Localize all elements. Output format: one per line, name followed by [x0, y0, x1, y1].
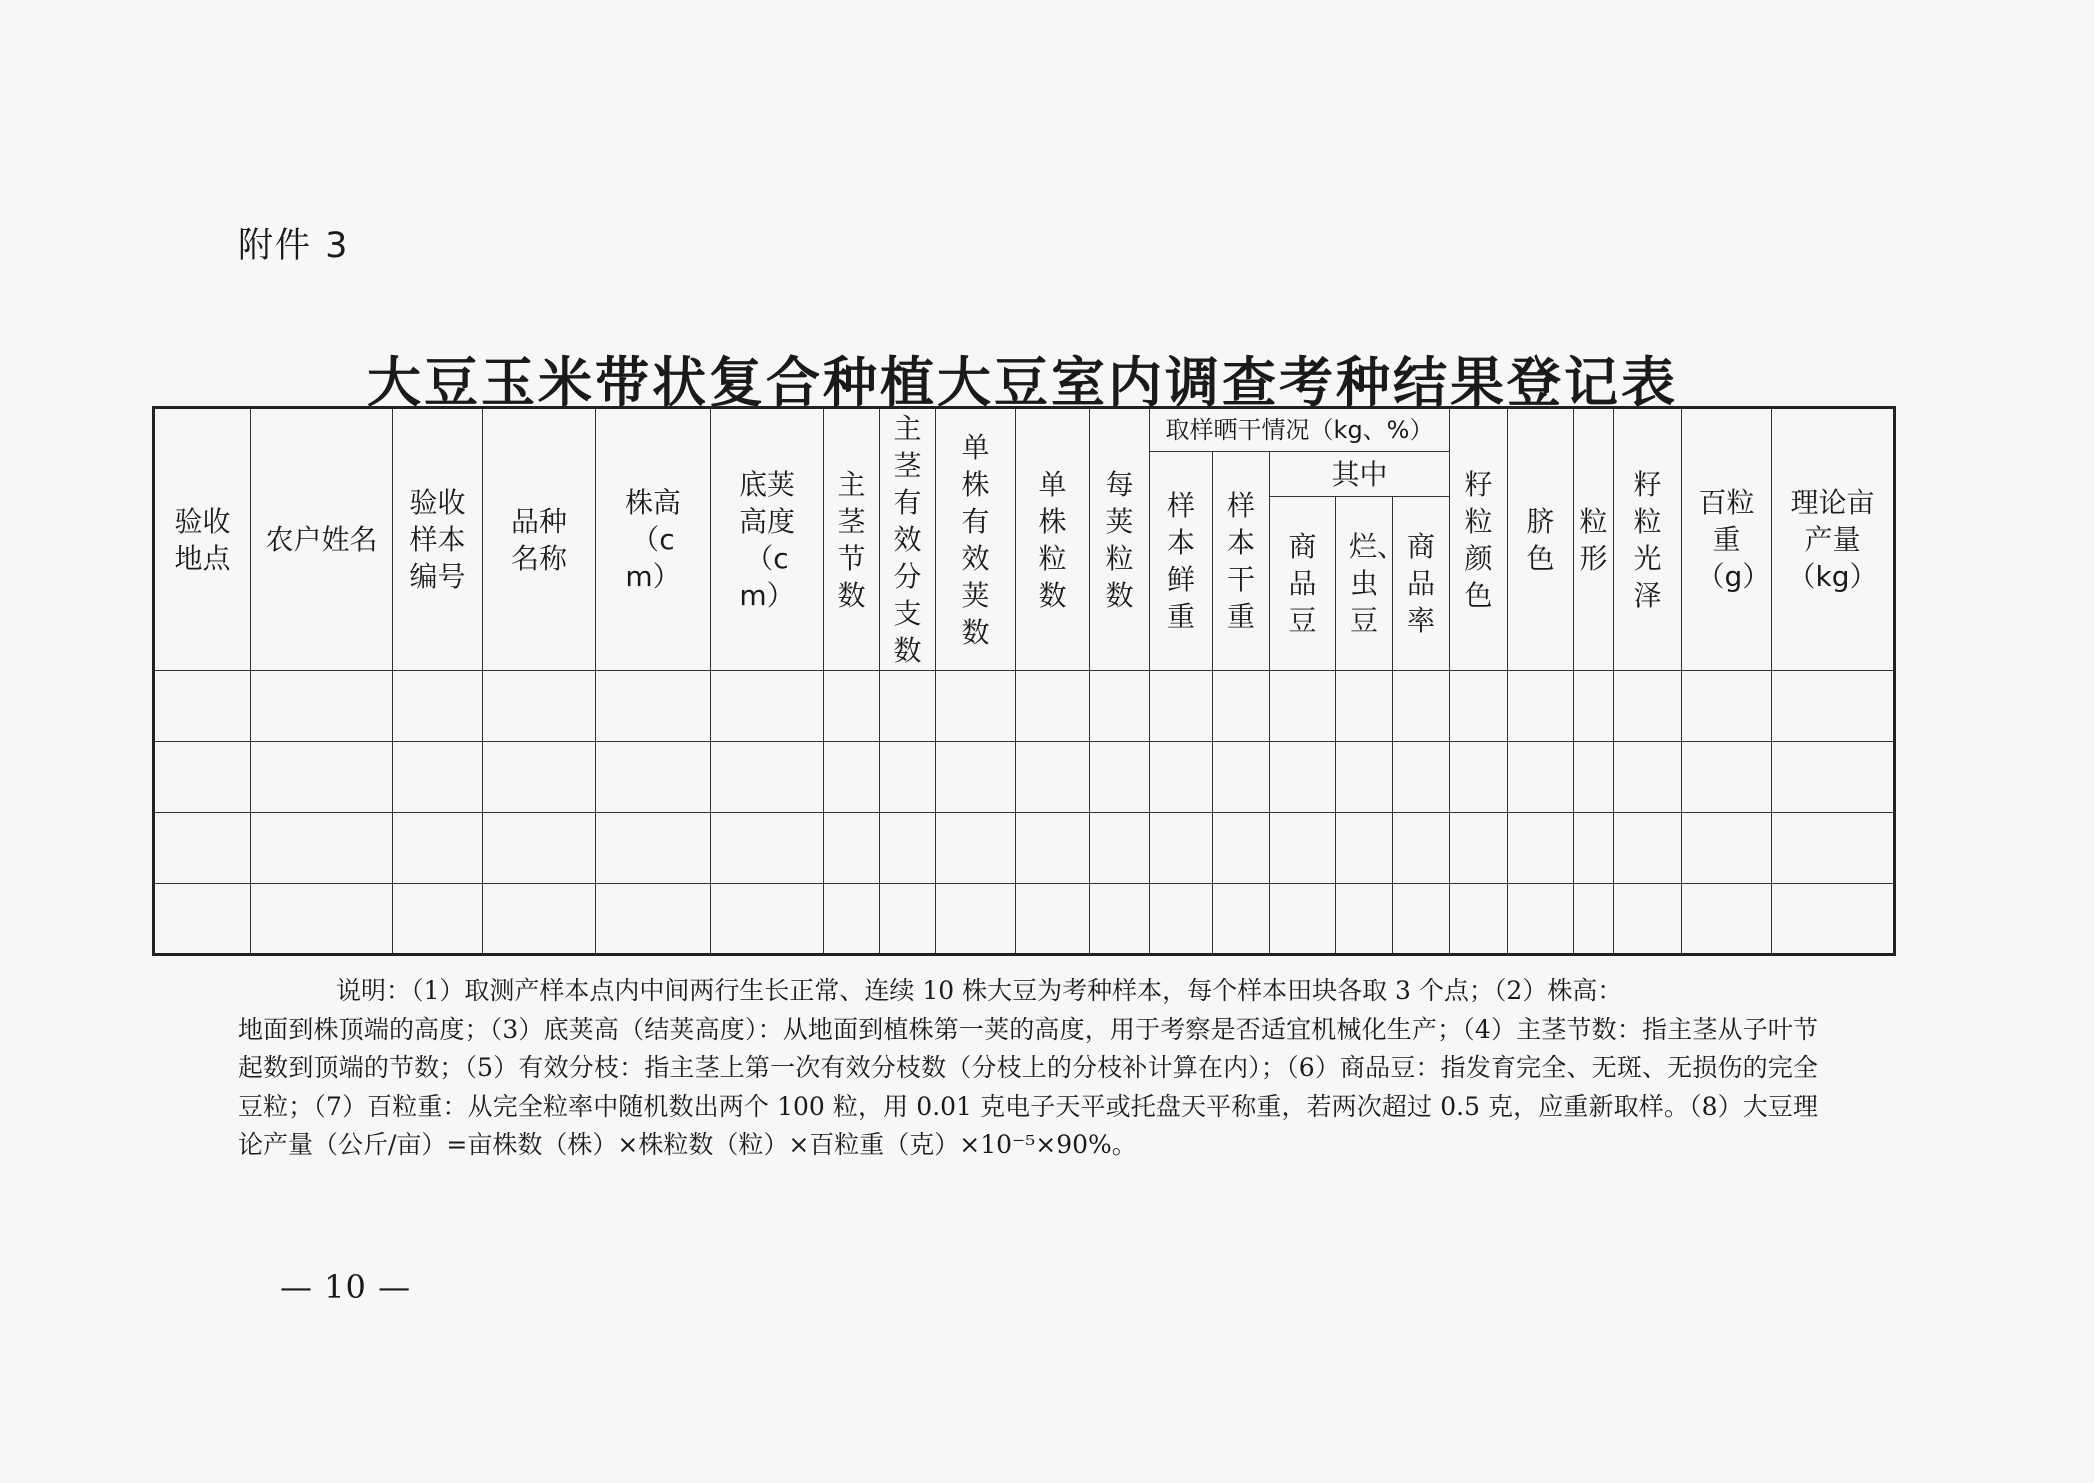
header-seed-shape: 粒形: [1574, 408, 1614, 671]
header-sample-no: 验收样本编号: [393, 408, 483, 671]
page-number: — 10 —: [280, 1268, 412, 1306]
header-commercial-beans: 商品豆: [1270, 497, 1336, 671]
header-location: 验收地点: [154, 408, 251, 671]
notes-first-line: 说明：（1）取测产样本点内中间两行生长正常、连续 10 株大豆为考种样本，每个样本田块各取 3 个点；（2）株高：: [336, 976, 1623, 1005]
table-row: [154, 813, 1895, 884]
header-dry-weight: 样本干重: [1213, 452, 1270, 671]
header-hilum-color: 脐色: [1508, 408, 1574, 671]
header-grains-per-pod: 每荚粒数: [1090, 408, 1150, 671]
header-plant-height: 株高（cm）: [596, 408, 711, 671]
attachment-label: 附件 3: [238, 226, 350, 266]
notes: [238, 972, 1818, 1165]
header-farmer: 农户姓名: [251, 408, 393, 671]
header-seed-color: 籽粒颜色: [1450, 408, 1508, 671]
header-seed-luster: 籽粒光泽: [1614, 408, 1682, 671]
notes-body: 地面到株顶端的高度；（3）底荚高（结荚高度）：从地面到植株第一荚的高度，用于考察是否适宜机械化生产；（4）主茎节数：指主茎从子叶节起数到顶端的节数；（5）有效分枝：指主茎上第一次有效分枝数（分枝上的分枝补计算在内）；（6）商品豆：指发育完全、无斑、无损伤的完全豆粒；（7）百粒重：从完全粒率中随机数出两个 100 粒，用 0.01 克电子天平或托盘天平称重，若两次超过 0.5 克，应重新取样。（8）大豆理论产量（公斤/亩）=亩株数（株）×株粒数（粒）×百粒重（克）×10⁻⁵×90%。: [238, 1014, 1818, 1159]
registration-table: [152, 406, 1896, 956]
table-row: [154, 671, 1895, 742]
header-theoretical-yield: 理论亩产量（kg）: [1772, 408, 1895, 671]
table-row: [154, 742, 1895, 813]
table-row: [154, 884, 1895, 955]
header-pod-height: 底荚高度（cm）: [711, 408, 824, 671]
header-grains-per-plant: 单株粒数: [1016, 408, 1090, 671]
header-hundred-weight: 百粒重（g）: [1682, 408, 1772, 671]
header-main-nodes: 主茎节数: [824, 408, 880, 671]
header-drying-group: 取样晒干情况（kg、%）: [1150, 408, 1450, 452]
header-commercial-rate: 商品率: [1393, 497, 1450, 671]
header-pods-per-plant: 单株有效荚数: [936, 408, 1016, 671]
header-variety: 品种名称: [483, 408, 596, 671]
header-rotten-beans: 烂、虫豆: [1336, 497, 1393, 671]
header-fresh-weight: 样本鲜重: [1150, 452, 1213, 671]
form-title: 大豆玉米带状复合种植大豆室内调查考种结果登记表: [367, 350, 1678, 414]
header-branches: 主茎有效分支数: [880, 408, 936, 671]
header-of-which: 其中: [1270, 452, 1450, 497]
